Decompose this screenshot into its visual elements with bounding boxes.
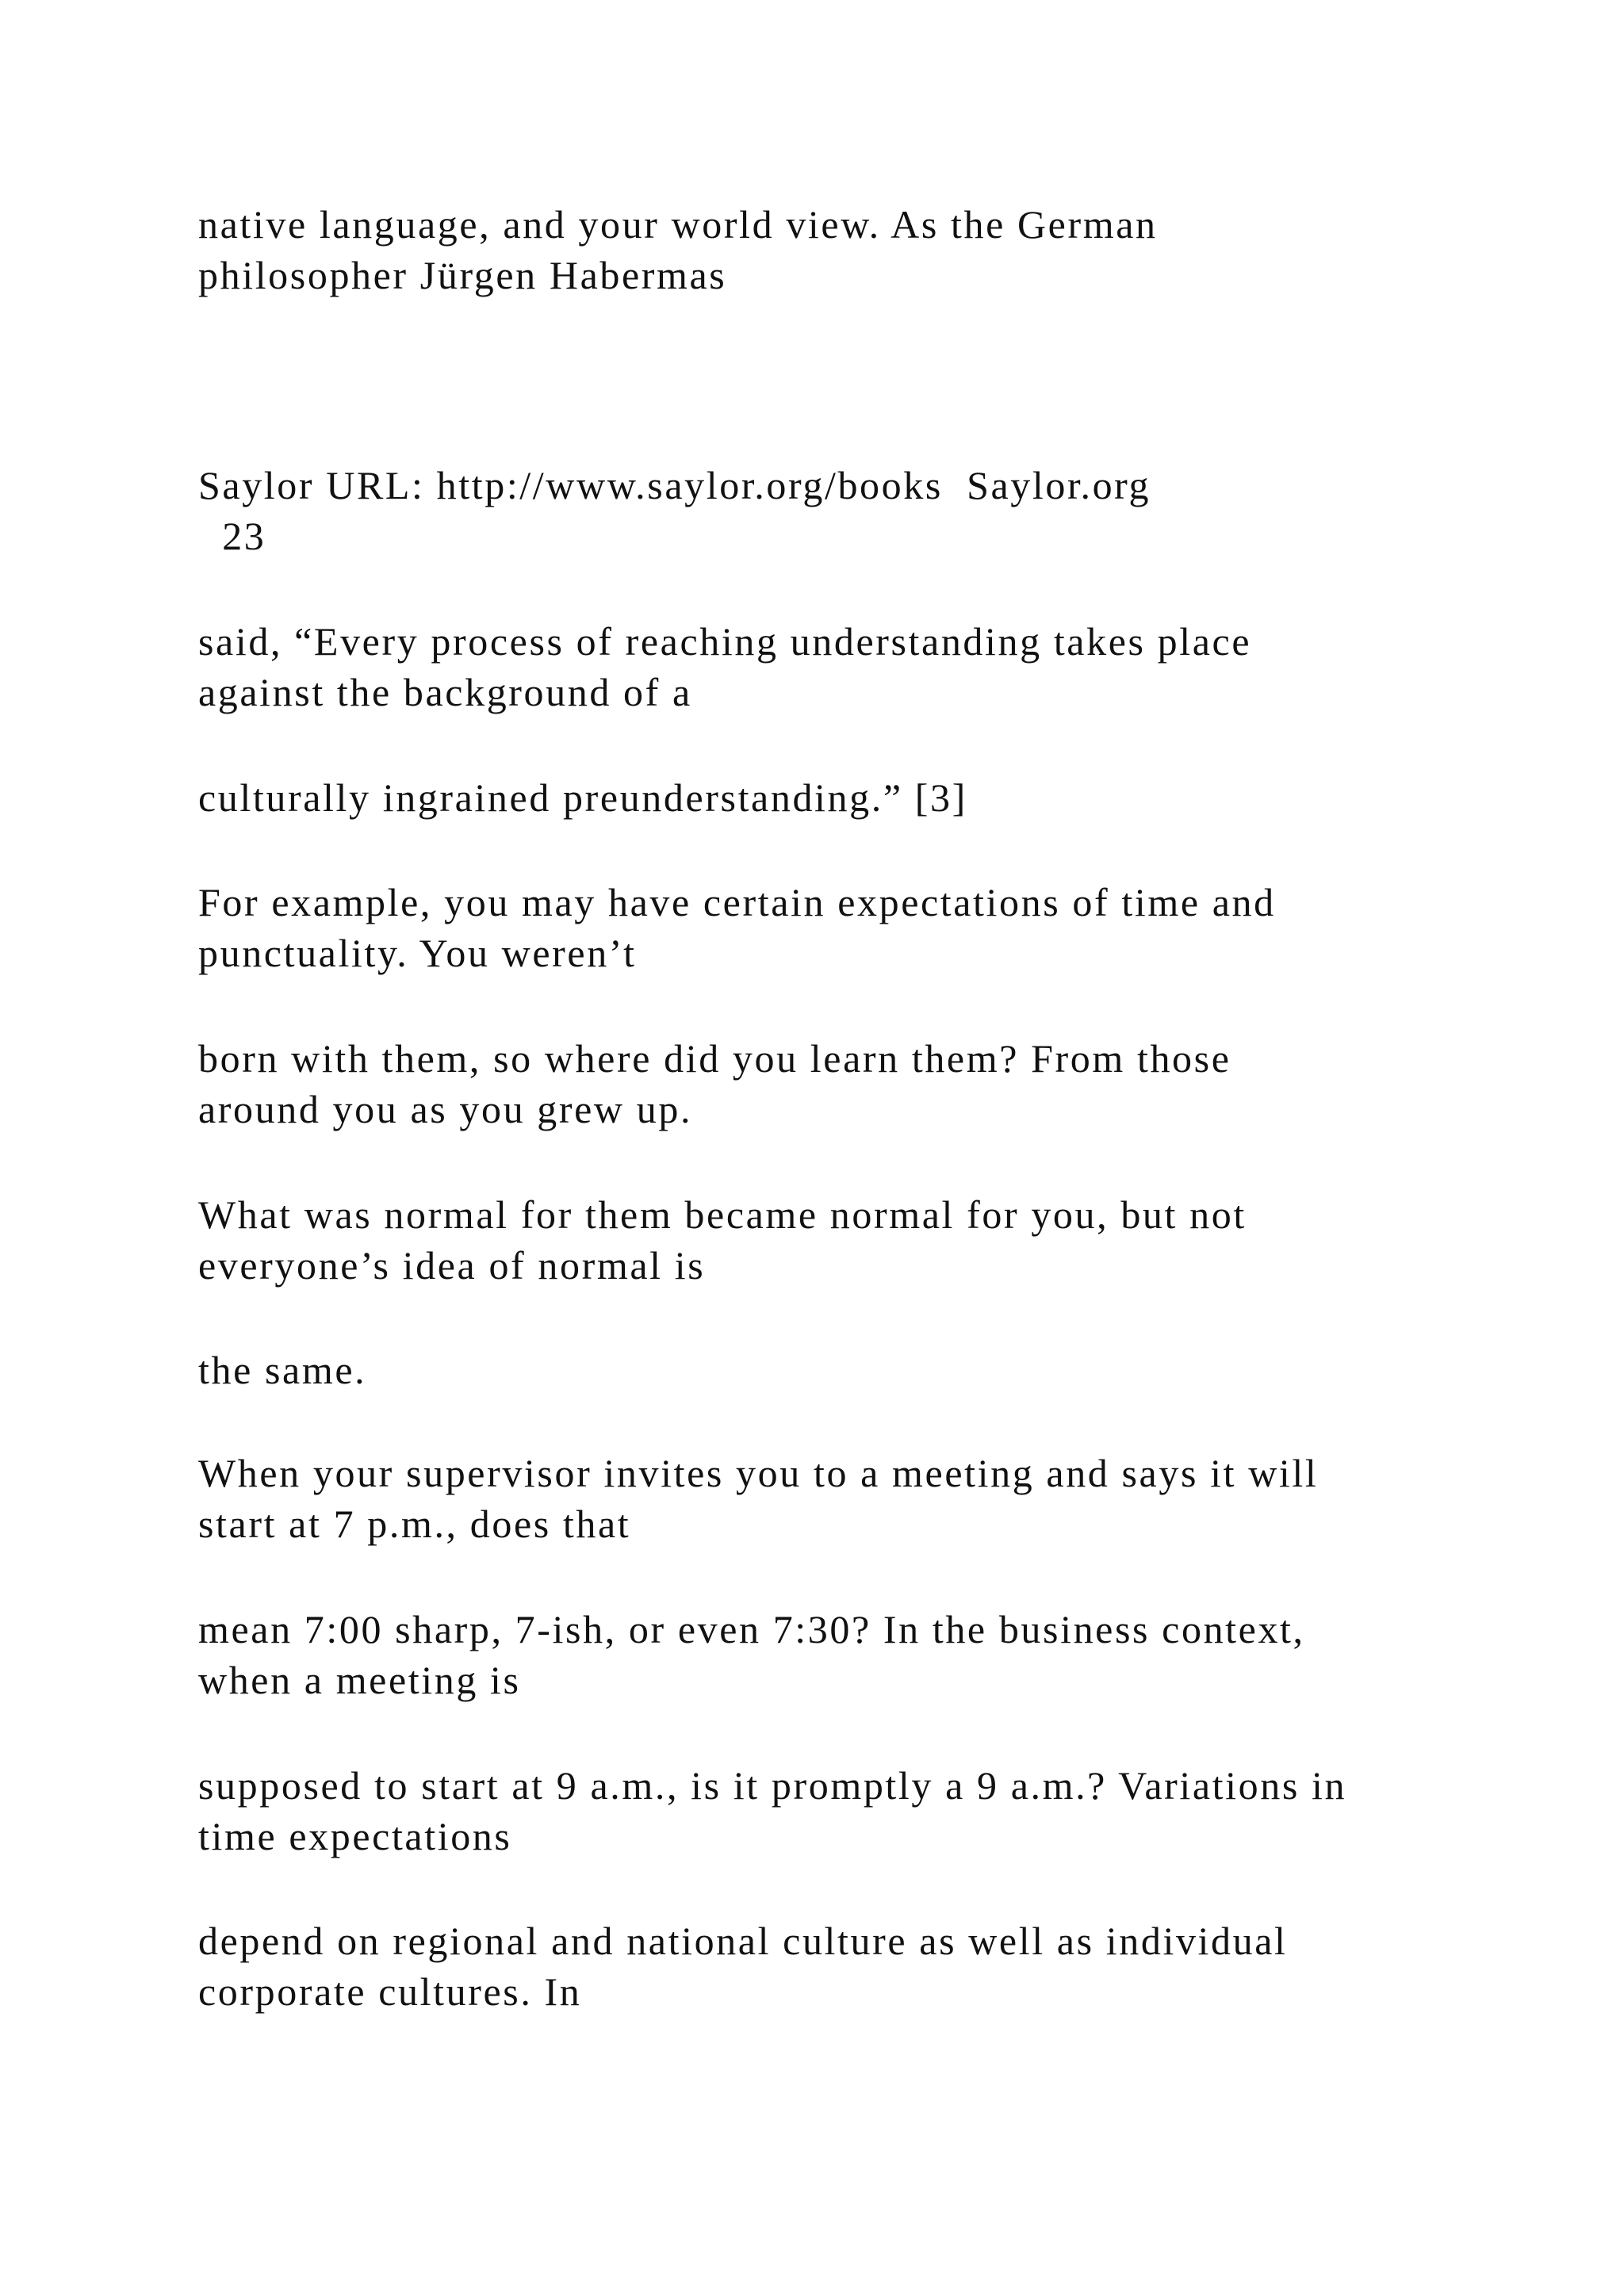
source-footer: Saylor URL: http://www.saylor.org/books Saylor.org — [198, 463, 1151, 507]
text-line: For example, you may have certain expectations of time and — [198, 880, 1276, 924]
page-number: 23 — [198, 514, 266, 558]
text-line: mean 7:00 sharp, 7-ish, or even 7:30? In the business context, — [198, 1607, 1305, 1651]
text-line: when a meeting is — [198, 1658, 521, 1702]
text-line: around you as you grew up. — [198, 1087, 693, 1131]
text-line: start at 7 p.m., does that — [198, 1502, 631, 1546]
text-line: supposed to start at 9 a.m., is it promptly a 9 a.m.? Variations in — [198, 1763, 1347, 1808]
text-line: When your supervisor invites you to a meeting and says it will — [198, 1451, 1319, 1495]
text-line: philosopher Jürgen Habermas — [198, 253, 727, 297]
text-line: said, “Every process of reaching understanding takes place — [198, 619, 1252, 664]
text-line: culturally ingrained preunderstanding.” [3] — [198, 775, 967, 820]
text-line: depend on regional and national culture as well as individual — [198, 1919, 1288, 1963]
text-line: born with them, so where did you learn them? From those — [198, 1036, 1231, 1081]
text-line: What was normal for them became normal for you, but not — [198, 1192, 1247, 1237]
text-line: corporate cultures. In — [198, 1969, 582, 2014]
text-line: time expectations — [198, 1814, 512, 1858]
text-line: the same. — [198, 1348, 367, 1392]
text-line: everyone’s idea of normal is — [198, 1243, 706, 1288]
text-line: native language, and your world view. As the German — [198, 202, 1158, 247]
text-line: against the background of a — [198, 670, 692, 714]
text-line: punctuality. You weren’t — [198, 931, 637, 975]
